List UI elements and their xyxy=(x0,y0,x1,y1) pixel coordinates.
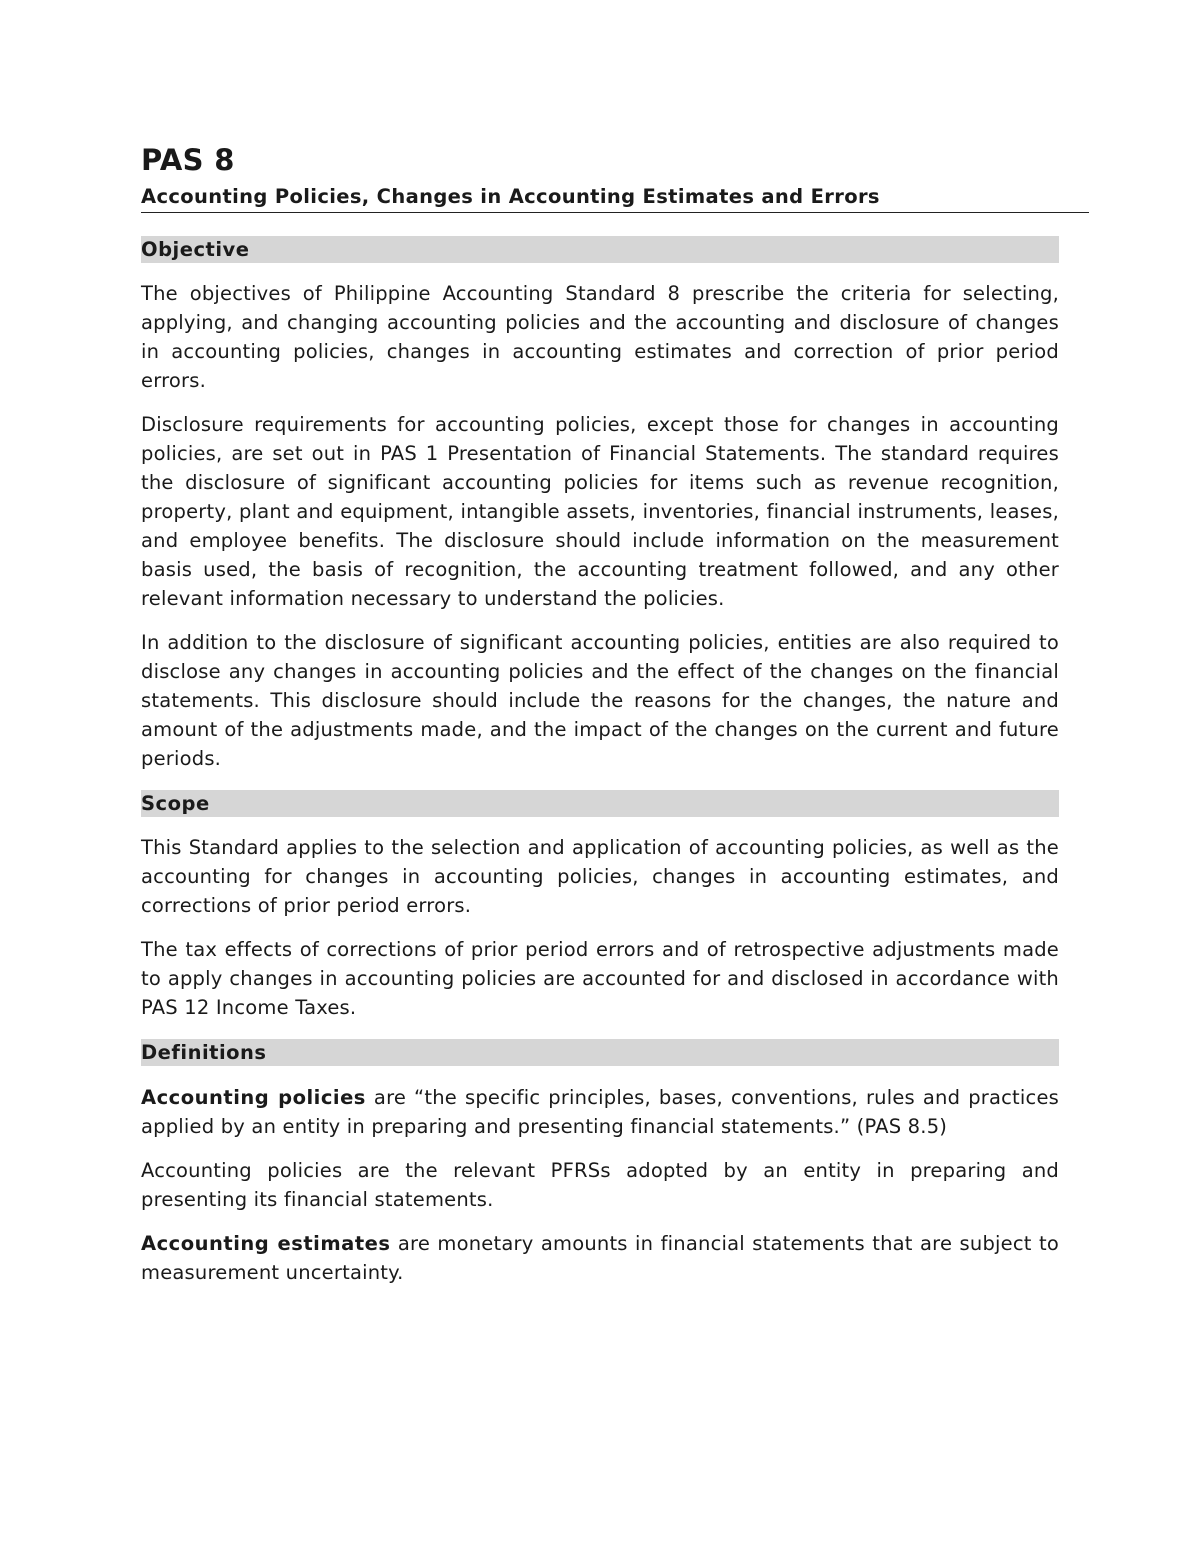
scope-paragraph-1: This Standard applies to the selection and application of accounting policies, as well as the accounting for changes in accounting policies, changes in accounting estimates, and corrections of prior period errors. xyxy=(141,836,1059,917)
objective-paragraph-1: The objectives of Philippine Accounting Standard 8 prescribe the criteria for selecting, applying, and changing accounting policies and the accounting and disclosure of changes in accounting policies, changes in accounting estimates and correction of prior period errors. xyxy=(141,282,1059,392)
document-title: PAS 8 xyxy=(141,143,235,177)
definition-text-accounting-estimates: are monetary amounts in financial statements that are subject to measurement uncertainty. xyxy=(141,1232,1059,1284)
objective-paragraph-2: Disclosure requirements for accounting policies, except those for changes in accounting policies, are set out in PAS 1 Presentation of Financial Statements. The standard requires the disclosure of significant accounting policies for items such as revenue recognition, property, plant and equipment, intangible assets, inventories, financial instruments, leases, and employee benefits. The disclosure should include information on the measurement basis used, the basis of recognition, the accounting treatment followed, and any other relevant information necessary to understand the policies. xyxy=(141,413,1059,610)
term-accounting-policies: Accounting policies xyxy=(141,1086,366,1109)
document-subtitle: Accounting Policies, Changes in Accounting Estimates and Errors xyxy=(141,185,880,208)
subtitle-rule xyxy=(141,182,1089,213)
definition-text-accounting-policies: are “the specific principles, bases, conventions, rules and practices applied by an entity in preparing and presenting financial statements.” (PAS 8.5) xyxy=(141,1086,1060,1138)
objective-paragraph-3: In addition to the disclosure of significant accounting policies, entities are also required to disclose any changes in accounting policies and the effect of the changes on the financial statements. This disclosure should include the reasons for the changes, the nature and amount of the adjustments made, and the impact of the changes on the current and future periods. xyxy=(141,631,1059,770)
section-heading-scope: Scope xyxy=(141,790,1059,817)
section-heading-objective: Objective xyxy=(141,236,1059,263)
term-accounting-estimates: Accounting estimates xyxy=(141,1232,391,1255)
scope-paragraph-2: The tax effects of corrections of prior period errors and of retrospective adjustments made to apply changes in accounting policies are accounted for and disclosed in accordance with PAS 12 Income Taxes. xyxy=(141,938,1059,1019)
definition-accounting-policies xyxy=(141,1083,1059,1141)
accounting-policies-note: Accounting policies are the relevant PFRSs adopted by an entity in preparing and presenting its financial statements. xyxy=(141,1159,1059,1211)
section-heading-definitions: Definitions xyxy=(141,1039,1059,1066)
document-page xyxy=(141,140,1059,1287)
definition-accounting-estimates xyxy=(141,1229,1059,1287)
